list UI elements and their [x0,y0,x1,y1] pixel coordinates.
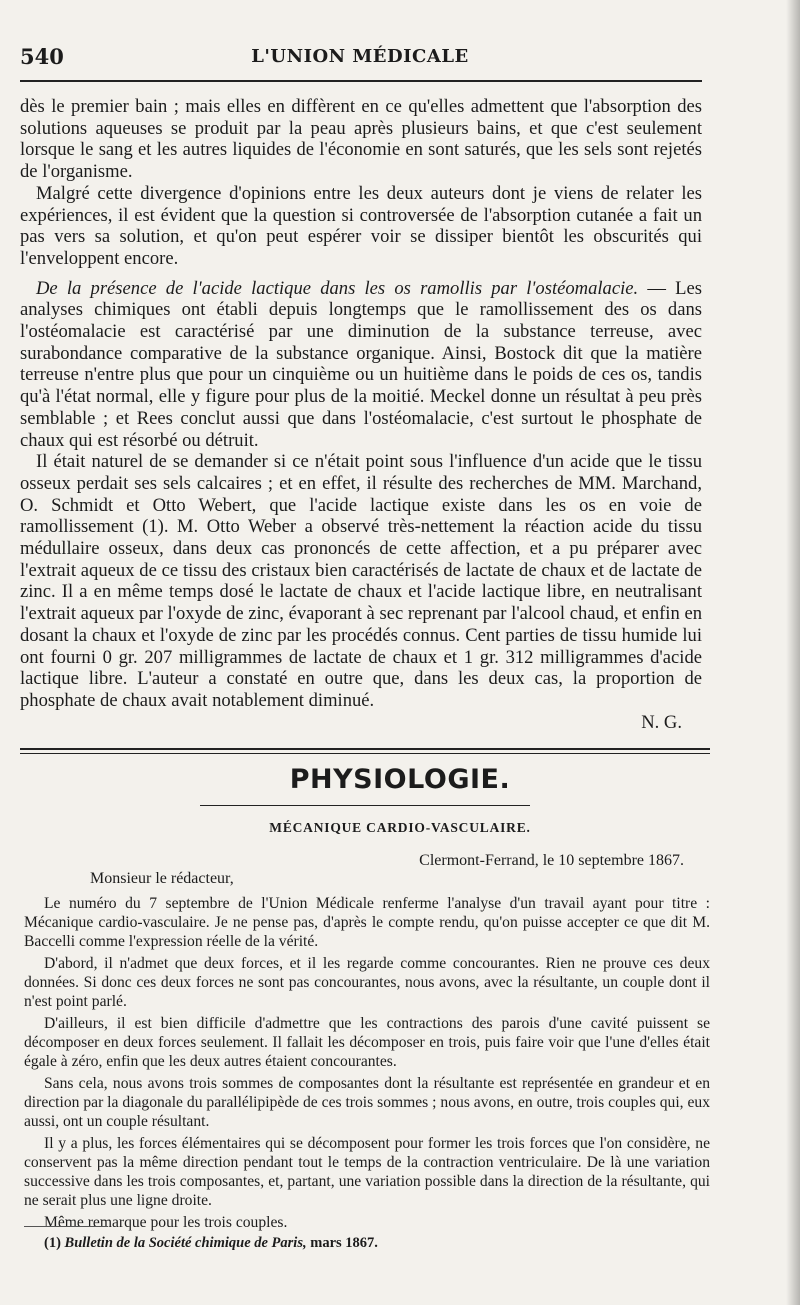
footnote [44,1235,378,1252]
paragraph: dès le premier bain ; mais elles en diffèrent en ce qu'elles admettent que l'absorption des solutions aqueuses se produit par la peau après plusieurs bains, et que c'est seulement lorsque le sang et les autres liquides de l'économie en sont saturés, que les sels sont rejetés de l'organisme. [20,96,702,183]
letter-paragraph: D'abord, il n'admet que deux forces, et il les regarde comme concourantes. Rien ne prouve ces deux données. Si donc ces deux forces ne sont pas concourantes, nous avons, avec la résultante, un couple dont il n'est point parlé. [24,955,710,1010]
salutation: Monsieur le rédacteur, [90,870,234,887]
footnote-date: mars 1867. [310,1235,378,1251]
letter-paragraph: Même remarque pour les trois couples. [44,1214,288,1231]
page-edge-shadow [786,0,800,1305]
letter-paragraph: Le numéro du 7 septembre de l'Union Médicale renferme l'analyse d'un travail ayant pour titre : Mécanique cardio-vasculaire. Je ne pense pas, d'après le compte rendu, qu'on puisse accepter ce que dit M. Baccelli comme l'expression réelle de la vérité. [24,895,710,950]
letter-paragraph: Sans cela, nous avons trois sommes de composantes dont la résultante est représentée en grandeur et en direction par la diagonale du parallélipipède de ces trois sommes ; nous avons, en outre, trois couples qui, eux aussi, ont un couple résultant. [24,1075,710,1130]
paragraph: Malgré cette divergence d'opinions entre les deux auteurs dont je viens de relater les expériences, il est évident que la question si controversée de l'absorption cutanée a fait un pas vers sa solution, et qu'on peut espérer voir se dissiper bientôt les obscurités qui l'enveloppent encore. [20,182,702,269]
paragraph: Il était naturel de se demander si ce n'était point sous l'influence d'un acide que le tissu osseux perdait ses sels calcaires ; et en effet, il résulte des recherches de MM. Marchand, O. Schmidt et Otto Webert, que l'acide lactique existe dans les os en voie de ramollissement (1). M. Otto Weber a observé très-nettement la réaction acide du tissu médullaire osseux, dans deux cas prononcés de cette affection, et a pu préparer avec l'extrait aqueux de ce tissu des cristaux bien caractérisés de lactate de chaux et de lactate de zinc. Il a en même temps dosé le lactate de chaux et l'acide lactique libre, en neutralisant l'extrait aqueux par l'oxyde de zinc, évaporant à sec reprenant par l'alcool chaud, et enfin en dosant la chaux et l'oxyde de zinc par les procédés connus. Cent parties de tissu humide lui ont fourni 0 gr. 207 milligrammes de lactate de chaux et 1 gr. 312 milligrammes d'acide lactique libre. L'auteur a constaté en outre que, dans les deux cas, la proportion de phosphate de chaux avait notablement diminué. [20,451,702,711]
footnote-rule [24,1226,108,1227]
letter-paragraph: D'ailleurs, il est bien difficile d'admettre que les contractions des parois d'une cavité puissent se décomposer en deux forces seulement. Il fallait les décomposer en trois, puis faire voir que l'une d'elles était égale à zéro, enfin que les deux autres étaient concourantes. [24,1015,710,1070]
page-number: 540 [20,44,64,69]
letter-body [24,894,710,1235]
footnote-source: Bulletin de la Société chimique de Paris, [64,1235,307,1251]
running-head: L'UNION MÉDICALE [251,46,469,67]
footnote-marker: (1) [44,1235,61,1251]
signature: N. G. [641,711,682,733]
paragraph [20,278,702,452]
paragraph-subheading: De la présence de l'acide lactique dans les os ramollis par l'ostéomalacie. [36,277,639,299]
section-title-rule [200,805,530,806]
header-rule [20,80,702,82]
letter-paragraph: Il y a plus, les forces élémentaires qui se décomposent pour former les trois forces que l'on considère, ne conservent pas la même direction pendant tout le temps de la contraction ventriculaire. De là une variation successive dans les trois composantes, et, partant, une variation possible dans la direction de la résultante, qui ne serait plus une ligne droite. [24,1135,710,1209]
page-header [20,44,700,74]
section-divider [20,748,710,754]
section-title: PHYSIOLOGIE. [289,764,511,795]
main-column [20,96,702,733]
dateline: Clermont-Ferrand, le 10 septembre 1867. [419,852,684,869]
paragraph-body: — Les analyses chimiques ont établi depuis longtemps que le ramollissement des os dans l'ostéomalacie est caractérisé par une diminution de la substance terreuse, avec surabondance comparative de la substance organique. Ainsi, Bostock dit que la matière terreuse n'entre plus que pour un cinquième ou un huitième dans le poids de ces os, tandis qu'à l'état normal, elle y figure pour plus de la moitié. Meckel donne un résultat à peu près semblable ; et Rees conclut aussi que dans l'ostéomalacie, c'est surtout le phosphate de chaux qui est résorbé ou détruit. [20,277,702,451]
article-title: MÉCANIQUE CARDIO-VASCULAIRE. [269,820,531,835]
